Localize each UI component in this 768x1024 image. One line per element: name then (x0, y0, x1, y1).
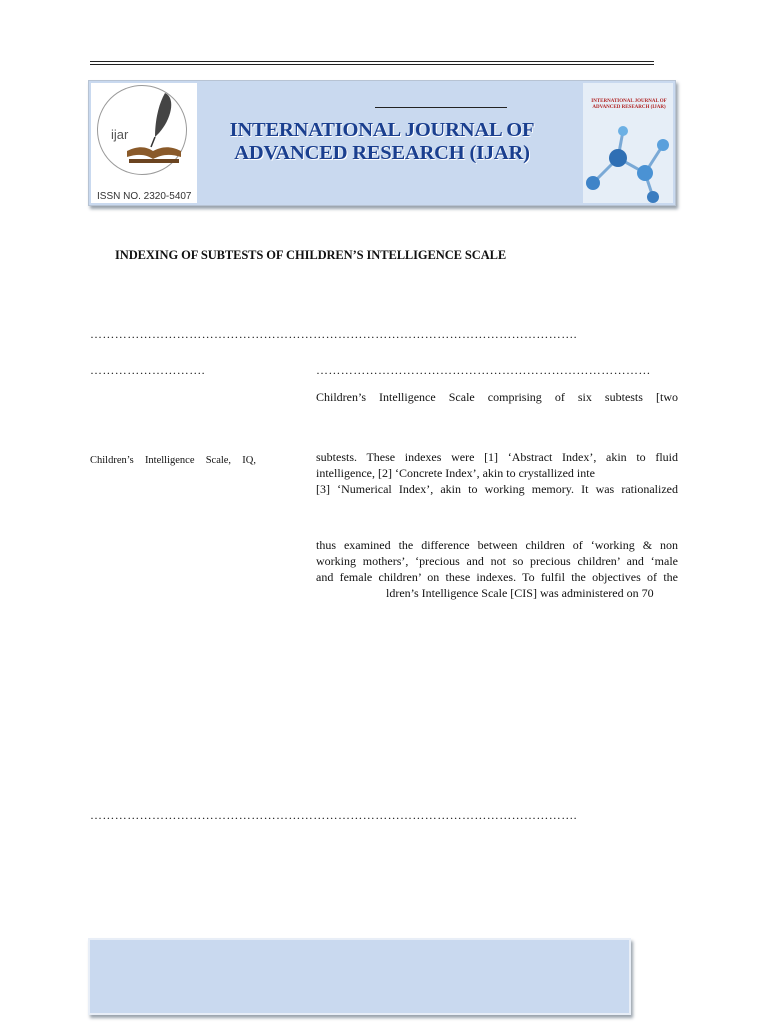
journal-banner (88, 80, 676, 206)
abstract-line: working mothers’, ‘precious and not so precious children’ and ‘male (316, 554, 678, 568)
footer-box (88, 938, 631, 1015)
title-rule (375, 107, 507, 108)
abstract-paragraph-2 (316, 449, 678, 497)
abstract-line: subtests. These indexes were [1] ‘Abstract Index’, akin to fluid (316, 450, 678, 464)
cover-title: INTERNATIONAL JOURNAL OF ADVANCED RESEARCH (IJAR) (591, 99, 667, 110)
abstract-paragraph-3 (316, 537, 678, 601)
separator-right: ……………………………………………………………………… (316, 364, 651, 376)
separator-left: ………………………. (90, 364, 205, 376)
top-rule-2 (90, 64, 654, 65)
paper-title: INDEXING OF SUBTESTS OF CHILDREN’S INTELLIGENCE SCALE (115, 248, 507, 262)
keyword: Children’s (90, 455, 134, 466)
journal-title (201, 119, 563, 165)
journal-title-line-1: INTERNATIONAL JOURNAL OF (229, 119, 535, 141)
journal-logo (91, 83, 197, 203)
separator-bottom: ………………………………………………………………………………………………………. (90, 809, 577, 821)
keywords (90, 455, 256, 466)
separator-top: ………………………………………………………………………………………………………. (90, 328, 577, 340)
journal-title-line-2: ADVANCED RESEARCH (IJAR) (234, 142, 530, 164)
issn-number: ISSN NO. 2320-5407 (97, 191, 192, 202)
abstract-line: [3] ‘Numerical Index’, akin to working memory. It was rationalized (316, 482, 678, 496)
abstract-line: and female children’ on these indexes. To fulfil the objectives of the (316, 570, 678, 584)
abstract-line: thus examined the difference between children of ‘working & non (316, 538, 678, 552)
keyword: Intelligence (144, 455, 195, 466)
quill-book-icon (125, 89, 185, 169)
abstract-line: intelligence, [2] ‘Concrete Index’, akin to crystallized inte (316, 466, 595, 480)
keyword: IQ, (242, 455, 256, 466)
molecule-icon (583, 123, 673, 203)
logo-text: ijar (111, 127, 129, 142)
abstract-paragraph-1 (316, 389, 678, 405)
journal-cover-image (583, 83, 673, 203)
abstract-line: ldren’s Intelligence Scale [CIS] was administered on 70 (386, 586, 654, 600)
top-rule (90, 61, 654, 62)
abstract-line: Children’s Intelligence Scale comprising of six subtests [two (316, 390, 678, 404)
keyword: Scale, (205, 455, 232, 466)
